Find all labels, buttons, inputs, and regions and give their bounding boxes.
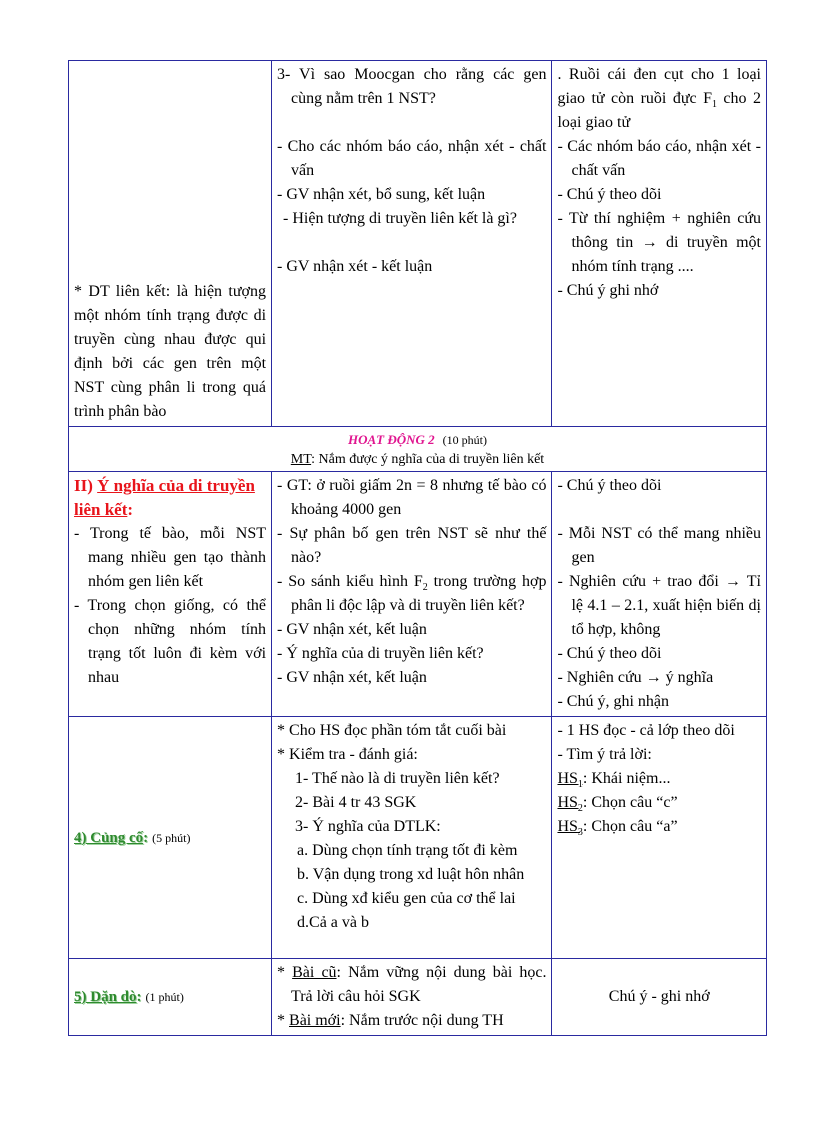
cell-content-2 xyxy=(69,472,272,717)
student2-line-3: - Nghiên cứu + trao đổi → Tỉ lệ 4.1 – 2.1, xuất hiện biến dị tổ hợp, không xyxy=(557,573,761,638)
student-line-3: - Chú ý theo dõi xyxy=(557,186,662,203)
teacher2-line-4: - GV nhận xét, kết luận xyxy=(277,621,427,638)
teacher2-line-2: - Sự phân bố gen trên NST sẽ như thế nào? xyxy=(277,525,547,566)
cung-co-line-1: * Cho HS đọc phần tóm tắt cuối bài xyxy=(277,722,507,739)
hs1-answer: $HS_1$: Khái niệm... xyxy=(557,770,671,791)
hs3-answer: $HS_3$: Chọn câu “a” xyxy=(557,818,678,839)
cung-co-line-6: a. Dùng chọn tính trạng tốt đi kèm xyxy=(297,842,518,859)
row-hoat-dong-2 xyxy=(69,427,767,472)
cell-student-2 xyxy=(552,472,767,717)
cung-co-title: 4) Củng cố xyxy=(74,829,144,846)
teacher-line-2: - GV nhận xét, bổ sung, kết luận xyxy=(277,186,486,203)
hs2-answer: $HS_2$: Chọn câu “c” xyxy=(557,794,678,815)
teacher-line-3: - Hiện tượng di truyền liên kết là gì? xyxy=(283,210,517,227)
student-line-4: - Từ thí nghiệm + nghiên cứu thông tin → di truyền một nhóm tính trạng .... xyxy=(557,210,761,275)
cell-student-3 xyxy=(552,717,767,959)
y-nghia-bullet-1: - Trong tế bào, mỗi NST mang nhiều gen tạo thành nhóm gen liên kết xyxy=(74,525,267,590)
cung-co-student-1: - 1 HS đọc - cả lớp theo dõi xyxy=(557,722,735,739)
dt-lien-ket-definition: * DT liên kết: là hiện tượng một nhóm tính trạng được di truyền cùng nhau được qui định bởi các gen trên một NST cùng phân li trong quá trình phân bào xyxy=(74,283,267,420)
hoat-dong-title: HOẠT ĐỘNG 2 xyxy=(348,432,435,447)
cell-cung-co-title: 4) Củng cố: (5 phút) xyxy=(69,717,272,959)
cung-co-line-4: 2- Bài 4 tr 43 SGK xyxy=(295,794,417,811)
teacher2-line-6: - GV nhận xét, kết luận xyxy=(277,669,427,686)
mt-label: MT xyxy=(290,452,312,467)
question-3: 3- Vì sao Moocgan cho rằng các gen cùng nằm trên 1 NST? xyxy=(277,66,547,107)
row-dt-lien-ket xyxy=(69,61,767,427)
section-title-y-nghia: II) Ý nghĩa của di truyền liên kết: xyxy=(74,476,255,519)
teacher2-line-1: - GT: ở ruồi giấm 2n = 8 nhưng tế bào có khoảng 4000 gen xyxy=(277,477,547,518)
cung-co-line-7: b. Vận dụng trong xd luật hôn nhân xyxy=(297,866,525,883)
cell-dan-do-title: 5) Dặn dò: (1 phút) xyxy=(69,959,272,1036)
student2-line-4: - Chú ý theo dõi xyxy=(557,645,662,662)
student2-line-6: - Chú ý, ghi nhận xyxy=(557,693,670,710)
teacher2-line-3: - So sánh kiểu hình $F_2$ trong trường hợp phân li độc lập và di truyền liên kết? xyxy=(277,573,547,614)
cung-co-time: (5 phút) xyxy=(152,830,191,845)
mt-text: : Nắm được ý nghĩa của di truyền liên kết xyxy=(311,452,545,467)
cell-content-1 xyxy=(69,61,272,427)
bai-moi-line: * Bài mới: Nắm trước nội dung TH xyxy=(277,1012,504,1029)
cung-co-line-8: c. Dùng xđ kiểu gen của cơ thể lai xyxy=(297,890,516,907)
row-y-nghia xyxy=(69,472,767,717)
row-dan-do xyxy=(69,959,767,1036)
student-line-5: - Chú ý ghi nhớ xyxy=(557,282,659,299)
hoat-dong-time: (10 phút) xyxy=(442,433,487,447)
lesson-table xyxy=(68,60,767,1036)
cell-teacher-4 xyxy=(272,959,552,1036)
y-nghia-bullet-2: - Trong chọn giống, có thể chọn những nhóm tính trạng tốt luôn đi kèm với nhau xyxy=(74,597,267,686)
dan-do-time: (1 phút) xyxy=(145,990,184,1004)
teacher-line-1: - Cho các nhóm báo cáo, nhận xét - chất vấn xyxy=(277,138,547,179)
student-line-1: . Ruồi cái đen cụt cho 1 loại giao tử còn ruồi đực $F_1$ cho 2 loại giao tử xyxy=(557,66,761,131)
cung-co-line-5: 3- Ý nghĩa của DTLK: xyxy=(295,818,441,835)
cung-co-line-9: d.Cả a và b xyxy=(297,914,369,931)
cung-co-line-2: * Kiểm tra - đánh giá: xyxy=(277,746,418,763)
dan-do-title: 5) Dặn dò xyxy=(74,989,137,1005)
cung-co-student-2: - Tìm ý trả lời: xyxy=(557,746,652,763)
dan-do-student: Chú ý - ghi nhớ xyxy=(608,988,710,1005)
cell-teacher-2 xyxy=(272,472,552,717)
student2-line-2: - Mỗi NST có thể mang nhiều gen xyxy=(557,525,761,566)
student2-line-1: - Chú ý theo dõi xyxy=(557,477,662,494)
cung-co-line-3: 1- Thế nào là di truyền liên kết? xyxy=(295,770,500,787)
student2-line-5: - Nghiên cứu → ý nghĩa xyxy=(557,669,714,686)
student-line-2: - Các nhóm báo cáo, nhận xét - chất vấn xyxy=(557,138,761,179)
cell-teacher-1 xyxy=(272,61,552,427)
bai-cu-line: * Bài cũ: Nắm vững nội dung bài học. Trả lời câu hỏi SGK xyxy=(277,964,547,1005)
hoat-dong-header xyxy=(69,427,767,472)
teacher-line-4: - GV nhận xét - kết luận xyxy=(277,258,433,275)
cell-student-4 xyxy=(552,959,767,1036)
teacher2-line-5: - Ý nghĩa của di truyền liên kết? xyxy=(277,645,484,662)
cell-student-1 xyxy=(552,61,767,427)
row-cung-co xyxy=(69,717,767,959)
cell-teacher-3 xyxy=(272,717,552,959)
